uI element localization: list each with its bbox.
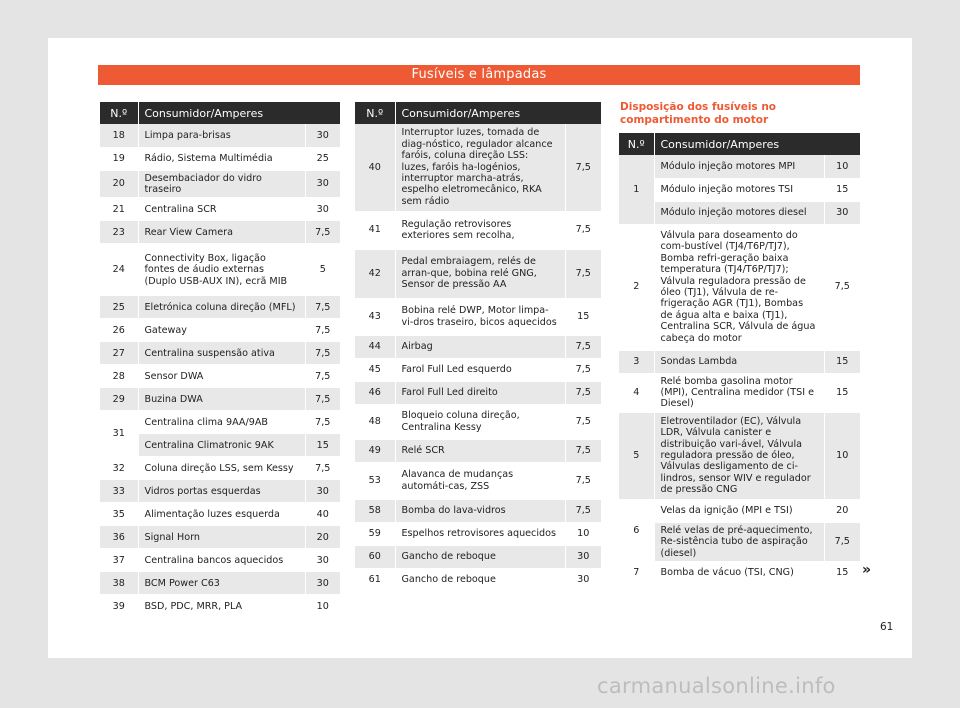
table-cell: 31	[100, 411, 138, 457]
page-number: 61	[880, 621, 894, 633]
table-cell: 25	[305, 147, 340, 170]
fuse-table-1	[100, 102, 340, 618]
table-row	[100, 503, 340, 526]
table-cell: 36	[100, 526, 138, 549]
table-cell: Rádio, Sistema Multimédia	[138, 147, 305, 170]
table-cell: Módulo injeção motores diesel	[654, 201, 824, 224]
table-cell: 30	[824, 201, 860, 224]
table-cell: Gateway	[138, 319, 305, 342]
table-row	[100, 595, 340, 618]
table-cell: 15	[824, 178, 860, 201]
table-cell: 2	[619, 224, 654, 350]
table-cell: 7,5	[824, 224, 860, 350]
table-cell: Connectivity Box, ligação fontes de áudio externas (Duplo USB-AUX IN), ecrã MIB	[138, 244, 305, 296]
table-cell: 53	[355, 462, 395, 499]
table-row	[100, 549, 340, 572]
table-cell: Airbag	[395, 335, 565, 358]
table-cell: 7,5	[565, 439, 601, 462]
table-cell: 30	[565, 568, 601, 591]
table-cell: Centralina suspensão ativa	[138, 342, 305, 365]
table-row	[100, 296, 340, 319]
table-cell: 7,5	[565, 249, 601, 298]
table-cell: 7,5	[305, 342, 340, 365]
table-cell: Eletrónica coluna direção (MFL)	[138, 296, 305, 319]
table-row	[619, 499, 860, 522]
table-cell: 48	[355, 404, 395, 439]
table-row	[100, 170, 340, 198]
table-cell: BSD, PDC, MRR, PLA	[138, 595, 305, 618]
table-cell: 49	[355, 439, 395, 462]
table-cell: 46	[355, 381, 395, 404]
table-cell: 10	[824, 412, 860, 499]
table-cell: Regulação retrovisores exteriores sem recolha,	[395, 211, 565, 249]
table-cell: Centralina SCR	[138, 198, 305, 221]
table-row	[619, 155, 860, 178]
table-cell: 7	[619, 561, 654, 584]
table-cell: 10	[305, 595, 340, 618]
table-cell: 32	[100, 457, 138, 480]
table-cell: Módulo injeção motores TSI	[654, 178, 824, 201]
header-consumer: Consumidor/Amperes	[395, 102, 601, 124]
table-cell: 42	[355, 249, 395, 298]
table-row	[619, 561, 860, 584]
table-row	[355, 211, 601, 249]
table-cell: 20	[824, 499, 860, 522]
table-row	[619, 350, 860, 373]
table-cell: 23	[100, 221, 138, 244]
table-cell: 25	[100, 296, 138, 319]
table-cell: Relé SCR	[395, 439, 565, 462]
engine-compartment-title: Disposição dos fusíveis no compartimento do motor	[620, 101, 777, 126]
table-row	[355, 462, 601, 499]
table-row	[100, 244, 340, 296]
table-cell: 20	[305, 526, 340, 549]
table-cell: 20	[100, 170, 138, 198]
table-cell: 7,5	[305, 296, 340, 319]
table-cell: Signal Horn	[138, 526, 305, 549]
table-cell: 43	[355, 298, 395, 335]
table-cell: 15	[824, 350, 860, 373]
table-cell: Gancho de reboque	[395, 545, 565, 568]
table-cell: 15	[305, 434, 340, 457]
table-cell: 59	[355, 522, 395, 545]
table-cell: 30	[305, 549, 340, 572]
table-cell: 1	[619, 155, 654, 224]
table-cell: 33	[100, 480, 138, 503]
header-consumer: Consumidor/Amperes	[138, 102, 340, 124]
table-cell: Buzina DWA	[138, 388, 305, 411]
table-row	[619, 373, 860, 412]
table-cell: Módulo injeção motores MPI	[654, 155, 824, 178]
table-cell: Alavanca de mudanças automáti-cas, ZSS	[395, 462, 565, 499]
table-cell: 7,5	[305, 319, 340, 342]
table-cell: 28	[100, 365, 138, 388]
table-cell: Centralina Climatronic 9AK	[138, 434, 305, 457]
table-cell: Espelhos retrovisores aquecidos	[395, 522, 565, 545]
engine-fuse-table	[619, 133, 860, 585]
table-cell: 61	[355, 568, 395, 591]
table-cell: Sensor DWA	[138, 365, 305, 388]
table-row	[355, 249, 601, 298]
table-cell: Relé velas de pré-aquecimento, Re-sistência tubo de aspiração (diesel)	[654, 522, 824, 561]
table-cell: 35	[100, 503, 138, 526]
table-cell: 7,5	[565, 462, 601, 499]
table-cell: 7,5	[565, 358, 601, 381]
table-cell: 40	[305, 503, 340, 526]
table-row	[619, 178, 860, 201]
table-cell: 30	[305, 572, 340, 595]
table-row	[100, 198, 340, 221]
table-cell: 7,5	[305, 221, 340, 244]
table-cell: 7,5	[565, 211, 601, 249]
table-row	[100, 480, 340, 503]
table-cell: 39	[100, 595, 138, 618]
table-cell: 7,5	[565, 124, 601, 211]
table-row	[100, 221, 340, 244]
table-cell: 15	[565, 298, 601, 335]
table-row	[355, 298, 601, 335]
table-row	[100, 147, 340, 170]
table-row	[100, 365, 340, 388]
table-cell: 5	[305, 244, 340, 296]
table-cell: 15	[824, 373, 860, 412]
table-cell: Velas da ignição (MPI e TSI)	[654, 499, 824, 522]
table-row	[355, 381, 601, 404]
table-row	[355, 568, 601, 591]
table-row	[619, 412, 860, 499]
watermark: carmanualsonline.info	[597, 674, 836, 698]
header-consumer: Consumidor/Amperes	[654, 133, 860, 155]
table-cell: Válvula para doseamento do com-bustível (TJ4/T6P/TJ7), Bomba refri-geração baixa temperatura (TJ4/T6P/TJ7); Válvula reguladora pressão de óleo (TJ1), Válvula de re-frigeração AGR (TJ1), Bombas de água alta e baixa (TJ1), Centralina SCR, Válvula de água cabeça do motor	[654, 224, 824, 350]
table-cell: 44	[355, 335, 395, 358]
table-cell: 30	[305, 124, 340, 147]
table-row	[355, 124, 601, 211]
table-cell: Farol Full Led esquerdo	[395, 358, 565, 381]
continued-arrow-icon: »	[862, 562, 872, 578]
table-row	[355, 499, 601, 522]
table-cell: Relé bomba gasolina motor (MPI), Centralina medidor (TSI e Diesel)	[654, 373, 824, 412]
table-cell: 18	[100, 124, 138, 147]
table-cell: Rear View Camera	[138, 221, 305, 244]
table-cell: 10	[824, 155, 860, 178]
table-row	[619, 201, 860, 224]
table-row	[355, 522, 601, 545]
table-cell: Limpa para-brisas	[138, 124, 305, 147]
table-cell: 7,5	[565, 404, 601, 439]
table-row	[100, 526, 340, 549]
table-cell: Alimentação luzes esquerda	[138, 503, 305, 526]
table-cell: 60	[355, 545, 395, 568]
table-cell: 24	[100, 244, 138, 296]
table-cell: Interruptor luzes, tomada de diag-nóstico, regulador alcance faróis, coluna direção LSS: luzes, faróis ha-logénios, interruptor marcha-atrás, espelho eletromecânico, RKA sem rádio	[395, 124, 565, 211]
table-cell: 7,5	[565, 335, 601, 358]
section-banner: Fusíveis e lâmpadas	[98, 65, 860, 85]
table-cell: Coluna direção LSS, sem Kessy	[138, 457, 305, 480]
table-cell: 4	[619, 373, 654, 412]
table-cell: Farol Full Led direito	[395, 381, 565, 404]
table-row	[100, 572, 340, 595]
table-cell: Centralina clima 9AA/9AB	[138, 411, 305, 434]
table-cell: 7,5	[565, 499, 601, 522]
table-row	[355, 404, 601, 439]
table-cell: 7,5	[305, 457, 340, 480]
header-number: N.º	[619, 133, 654, 155]
table-cell: Gancho de reboque	[395, 568, 565, 591]
table-cell: 21	[100, 198, 138, 221]
table-cell: 15	[824, 561, 860, 584]
table-row	[100, 319, 340, 342]
table-row	[355, 545, 601, 568]
table-cell: 30	[565, 545, 601, 568]
table-cell: 27	[100, 342, 138, 365]
table-cell: 19	[100, 147, 138, 170]
header-number: N.º	[355, 102, 395, 124]
table-row	[355, 439, 601, 462]
header-number: N.º	[100, 102, 138, 124]
table-cell: Centralina bancos aquecidos	[138, 549, 305, 572]
table-cell: 40	[355, 124, 395, 211]
table-cell: Bloqueio coluna direção, Centralina Kessy	[395, 404, 565, 439]
table-cell: 5	[619, 412, 654, 499]
table-cell: 7,5	[305, 388, 340, 411]
table-cell: 10	[565, 522, 601, 545]
table-cell: Eletroventilador (EC), Válvula LDR, Válvula canister e distribuição vari-ável, Válvula reguladora pressão de óleo, Válvulas desligamento de ci-lindros, sensor WIV e regulador de pressão CNG	[654, 412, 824, 499]
table-cell: 58	[355, 499, 395, 522]
table-cell: Sondas Lambda	[654, 350, 824, 373]
table-cell: 3	[619, 350, 654, 373]
table-cell: 41	[355, 211, 395, 249]
table-cell: 7,5	[565, 381, 601, 404]
fuse-table-2	[355, 102, 601, 592]
table-cell: 30	[305, 480, 340, 503]
table-cell: 26	[100, 319, 138, 342]
table-cell: 30	[305, 170, 340, 198]
table-cell: 45	[355, 358, 395, 381]
table-cell: BCM Power C63	[138, 572, 305, 595]
table-row	[355, 335, 601, 358]
table-row	[100, 388, 340, 411]
table-cell: 7,5	[824, 522, 860, 561]
table-cell: Bomba do lava-vidros	[395, 499, 565, 522]
table-cell: Vidros portas esquerdas	[138, 480, 305, 503]
table-row	[619, 522, 860, 561]
table-cell: Pedal embraiagem, relés de arran-que, bobina relé GNG, Sensor de pressão AA	[395, 249, 565, 298]
table-cell: 7,5	[305, 365, 340, 388]
table-row	[100, 457, 340, 480]
table-cell: 29	[100, 388, 138, 411]
table-cell: Bobina relé DWP, Motor limpa-vi-dros traseiro, bicos aquecidos	[395, 298, 565, 335]
table-cell: Bomba de vácuo (TSI, CNG)	[654, 561, 824, 584]
table-cell: 30	[305, 198, 340, 221]
table-row	[355, 358, 601, 381]
table-row	[100, 411, 340, 434]
table-cell: 37	[100, 549, 138, 572]
table-cell: 38	[100, 572, 138, 595]
table-cell: 7,5	[305, 411, 340, 434]
table-cell: Desembaciador do vidro traseiro	[138, 170, 305, 198]
table-cell: 6	[619, 499, 654, 561]
table-row	[619, 224, 860, 350]
table-row	[100, 342, 340, 365]
table-row	[100, 124, 340, 147]
